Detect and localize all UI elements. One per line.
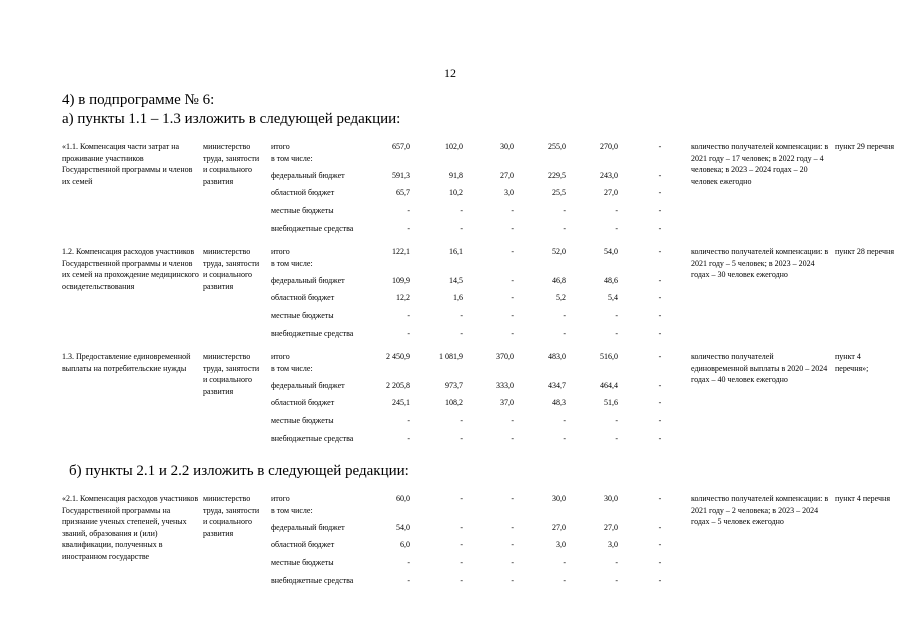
value-cell: 108,2 bbox=[445, 398, 463, 407]
value-cell: - bbox=[563, 576, 566, 585]
value-cell: - bbox=[511, 494, 514, 503]
value-cell: 30,0 bbox=[604, 494, 618, 503]
value-cell: 102,0 bbox=[445, 142, 463, 151]
value-cell: - bbox=[563, 434, 566, 443]
value-cell: 46,8 bbox=[552, 276, 566, 285]
value-cell: - bbox=[658, 206, 662, 215]
measure-description: «2.1. Компенсация расходов участников Государственной программы на признание ученых степеней, ученых званий, образования и (или) квалификации, полученных в иностранном государстве bbox=[62, 494, 199, 561]
measure-description: 1.2. Компенсация расходов участников Государственной программы и членов их семей на прохождение медицинского освидетельствования bbox=[62, 247, 199, 291]
value-cell: - bbox=[460, 224, 463, 233]
value-cell: - bbox=[615, 576, 618, 585]
row-label-local: местные бюджеты bbox=[271, 206, 334, 215]
row-label-regional: областной бюджет bbox=[271, 540, 335, 549]
row-label-regional: областной бюджет bbox=[271, 293, 335, 302]
value-cell: 245,1 bbox=[392, 398, 410, 407]
value-cell: 270,0 bbox=[600, 142, 618, 151]
value-cell: 51,6 bbox=[604, 398, 618, 407]
reference-text: пункт 4 перечня»; bbox=[835, 352, 869, 373]
value-cell: - bbox=[658, 416, 662, 425]
reference-text: пункт 4 перечня bbox=[835, 494, 891, 503]
subsection-heading-b: б) пункты 2.1 и 2.2 изложить в следующей редакции: bbox=[69, 463, 409, 479]
value-cell: - bbox=[460, 523, 463, 532]
value-cell: 27,0 bbox=[552, 523, 566, 532]
responsible-executor: министерство труда, занятости и социального развития bbox=[203, 494, 260, 538]
row-label-extrabudget: внебюджетные средства bbox=[271, 329, 354, 338]
row-label-extrabudget: внебюджетные средства bbox=[271, 434, 354, 443]
value-cell: - bbox=[511, 293, 514, 302]
value-cell: - bbox=[511, 247, 514, 256]
subsection-heading-a: а) пункты 1.1 – 1.3 изложить в следующей редакции: bbox=[62, 111, 401, 127]
value-cell: - bbox=[658, 293, 662, 302]
value-cell: - bbox=[658, 311, 662, 320]
value-cell: - bbox=[615, 206, 618, 215]
value-cell: 109,9 bbox=[392, 276, 410, 285]
value-cell: 65,7 bbox=[396, 188, 410, 197]
row-label-federal: федеральный бюджет bbox=[271, 171, 345, 180]
row-label-federal: федеральный бюджет bbox=[271, 276, 345, 285]
value-cell: - bbox=[615, 224, 618, 233]
value-cell: 91,8 bbox=[449, 171, 463, 180]
value-cell: 370,0 bbox=[496, 352, 514, 361]
value-cell: 2 205,8 bbox=[386, 381, 410, 390]
value-cell: - bbox=[658, 224, 662, 233]
row-label-extrabudget: внебюджетные средства bbox=[271, 224, 354, 233]
value-cell: - bbox=[658, 434, 662, 443]
value-cell: - bbox=[407, 434, 410, 443]
value-cell: 5,2 bbox=[556, 293, 566, 302]
value-cell: - bbox=[658, 398, 662, 407]
value-cell: - bbox=[460, 206, 463, 215]
value-cell: - bbox=[563, 329, 566, 338]
measure-description: 1.3. Предоставление единовременной выплаты на потребительские нужды bbox=[62, 352, 191, 373]
value-cell: 48,6 bbox=[604, 276, 618, 285]
value-cell: - bbox=[511, 224, 514, 233]
value-cell: - bbox=[563, 224, 566, 233]
row-label-regional: областной бюджет bbox=[271, 188, 335, 197]
value-cell: 2 450,9 bbox=[386, 352, 410, 361]
measure-description: «1.1. Компенсация части затрат на проживание участников Государственной программы и членов их семей bbox=[62, 142, 193, 186]
row-label-federal: федеральный бюджет bbox=[271, 381, 345, 390]
row-label-regional: областной бюджет bbox=[271, 398, 335, 407]
value-cell: - bbox=[407, 311, 410, 320]
value-cell: 229,5 bbox=[548, 171, 566, 180]
value-cell: - bbox=[460, 329, 463, 338]
indicator-text: количество получателей компенсации: в 2021 году – 17 человек; в 2022 году – 4 человека; в 2023 – 2024 годах – 20 человек ежегодно bbox=[691, 142, 829, 186]
value-cell: - bbox=[615, 416, 618, 425]
value-cell: 255,0 bbox=[548, 142, 566, 151]
value-cell: - bbox=[658, 494, 662, 503]
value-cell: 54,0 bbox=[604, 247, 618, 256]
value-cell: - bbox=[563, 311, 566, 320]
indicator-text: количество получателей единовременной выплаты в 2020 – 2024 годах – 40 человек ежегодно bbox=[691, 352, 828, 385]
row-label-extrabudget: внебюджетные средства bbox=[271, 576, 354, 585]
value-cell: 10,2 bbox=[449, 188, 463, 197]
value-cell: 30,0 bbox=[552, 494, 566, 503]
value-cell: - bbox=[511, 576, 514, 585]
value-cell: - bbox=[407, 576, 410, 585]
value-cell: - bbox=[511, 540, 514, 549]
value-cell: - bbox=[460, 416, 463, 425]
row-label-local: местные бюджеты bbox=[271, 311, 334, 320]
value-cell: - bbox=[511, 434, 514, 443]
value-cell: 60,0 bbox=[396, 494, 410, 503]
value-cell: - bbox=[615, 434, 618, 443]
value-cell: 973,7 bbox=[445, 381, 463, 390]
value-cell: 52,0 bbox=[552, 247, 566, 256]
section-heading: 4) в подпрограмме № 6: bbox=[62, 92, 215, 108]
value-cell: - bbox=[658, 188, 662, 197]
value-cell: - bbox=[511, 276, 514, 285]
value-cell: - bbox=[615, 311, 618, 320]
table-row-block bbox=[0, 351, 905, 463]
indicator-text: количество получателей компенсации: в 2021 году – 5 человек; в 2023 – 2024 годах – 30 человек ежегодно bbox=[691, 247, 829, 280]
table-row-block bbox=[0, 141, 905, 253]
value-cell: 243,0 bbox=[600, 171, 618, 180]
value-cell: - bbox=[511, 311, 514, 320]
value-cell: - bbox=[658, 329, 662, 338]
value-cell: 122,1 bbox=[392, 247, 410, 256]
value-cell: 14,5 bbox=[449, 276, 463, 285]
value-cell: 27,0 bbox=[604, 523, 618, 532]
value-cell: - bbox=[511, 416, 514, 425]
page-number: 12 bbox=[444, 66, 456, 80]
value-cell: - bbox=[407, 329, 410, 338]
value-cell: 12,2 bbox=[396, 293, 410, 302]
value-cell: 333,0 bbox=[496, 381, 514, 390]
table-row-block bbox=[0, 246, 905, 358]
reference-text: пункт 28 перечня bbox=[835, 247, 895, 256]
value-cell: - bbox=[658, 381, 662, 390]
value-cell: 591,3 bbox=[392, 171, 410, 180]
value-cell: - bbox=[658, 276, 662, 285]
row-label-total: итого в том числе: bbox=[271, 142, 313, 163]
value-cell: - bbox=[563, 416, 566, 425]
value-cell: - bbox=[460, 494, 463, 503]
value-cell: - bbox=[658, 247, 662, 256]
value-cell: 3,0 bbox=[504, 188, 514, 197]
value-cell: - bbox=[658, 142, 662, 151]
row-label-total: итого в том числе: bbox=[271, 352, 313, 373]
value-cell: - bbox=[658, 523, 662, 532]
value-cell: - bbox=[460, 540, 463, 549]
value-cell: 1 081,9 bbox=[439, 352, 463, 361]
table-row-block bbox=[0, 493, 905, 605]
value-cell: 1,6 bbox=[453, 293, 463, 302]
value-cell: 27,0 bbox=[604, 188, 618, 197]
row-label-total: итого в том числе: bbox=[271, 494, 313, 515]
value-cell: - bbox=[407, 224, 410, 233]
value-cell: - bbox=[563, 558, 566, 567]
value-cell: - bbox=[658, 540, 662, 549]
value-cell: 434,7 bbox=[548, 381, 566, 390]
row-label-local: местные бюджеты bbox=[271, 416, 334, 425]
value-cell: 30,0 bbox=[500, 142, 514, 151]
value-cell: - bbox=[407, 206, 410, 215]
value-cell: 54,0 bbox=[396, 523, 410, 532]
reference-text: пункт 29 перечня bbox=[835, 142, 895, 151]
value-cell: - bbox=[511, 523, 514, 532]
value-cell: - bbox=[615, 558, 618, 567]
indicator-text: количество получателей компенсации: в 2021 году – 2 человека; в 2023 – 2024 годах – 5 человек ежегодно bbox=[691, 494, 829, 527]
responsible-executor: министерство труда, занятости и социального развития bbox=[203, 247, 260, 291]
value-cell: 3,0 bbox=[608, 540, 618, 549]
value-cell: 6,0 bbox=[400, 540, 410, 549]
value-cell: - bbox=[407, 416, 410, 425]
value-cell: 464,4 bbox=[600, 381, 618, 390]
value-cell: - bbox=[658, 352, 662, 361]
value-cell: 483,0 bbox=[548, 352, 566, 361]
row-label-federal: федеральный бюджет bbox=[271, 523, 345, 532]
value-cell: - bbox=[658, 558, 662, 567]
value-cell: - bbox=[407, 558, 410, 567]
value-cell: - bbox=[658, 576, 662, 585]
value-cell: - bbox=[460, 434, 463, 443]
value-cell: - bbox=[511, 206, 514, 215]
row-label-total: итого в том числе: bbox=[271, 247, 313, 268]
value-cell: 516,0 bbox=[600, 352, 618, 361]
value-cell: - bbox=[658, 171, 662, 180]
value-cell: 16,1 bbox=[449, 247, 463, 256]
value-cell: - bbox=[460, 558, 463, 567]
value-cell: 657,0 bbox=[392, 142, 410, 151]
value-cell: - bbox=[563, 206, 566, 215]
value-cell: - bbox=[460, 576, 463, 585]
value-cell: 27,0 bbox=[500, 171, 514, 180]
value-cell: 48,3 bbox=[552, 398, 566, 407]
responsible-executor: министерство труда, занятости и социального развития bbox=[203, 352, 260, 396]
row-label-local: местные бюджеты bbox=[271, 558, 334, 567]
value-cell: 25,5 bbox=[552, 188, 566, 197]
responsible-executor: министерство труда, занятости и социального развития bbox=[203, 142, 260, 186]
value-cell: 37,0 bbox=[500, 398, 514, 407]
value-cell: - bbox=[511, 558, 514, 567]
value-cell: - bbox=[460, 311, 463, 320]
value-cell: - bbox=[511, 329, 514, 338]
value-cell: 3,0 bbox=[556, 540, 566, 549]
value-cell: 5,4 bbox=[608, 293, 618, 302]
value-cell: - bbox=[615, 329, 618, 338]
